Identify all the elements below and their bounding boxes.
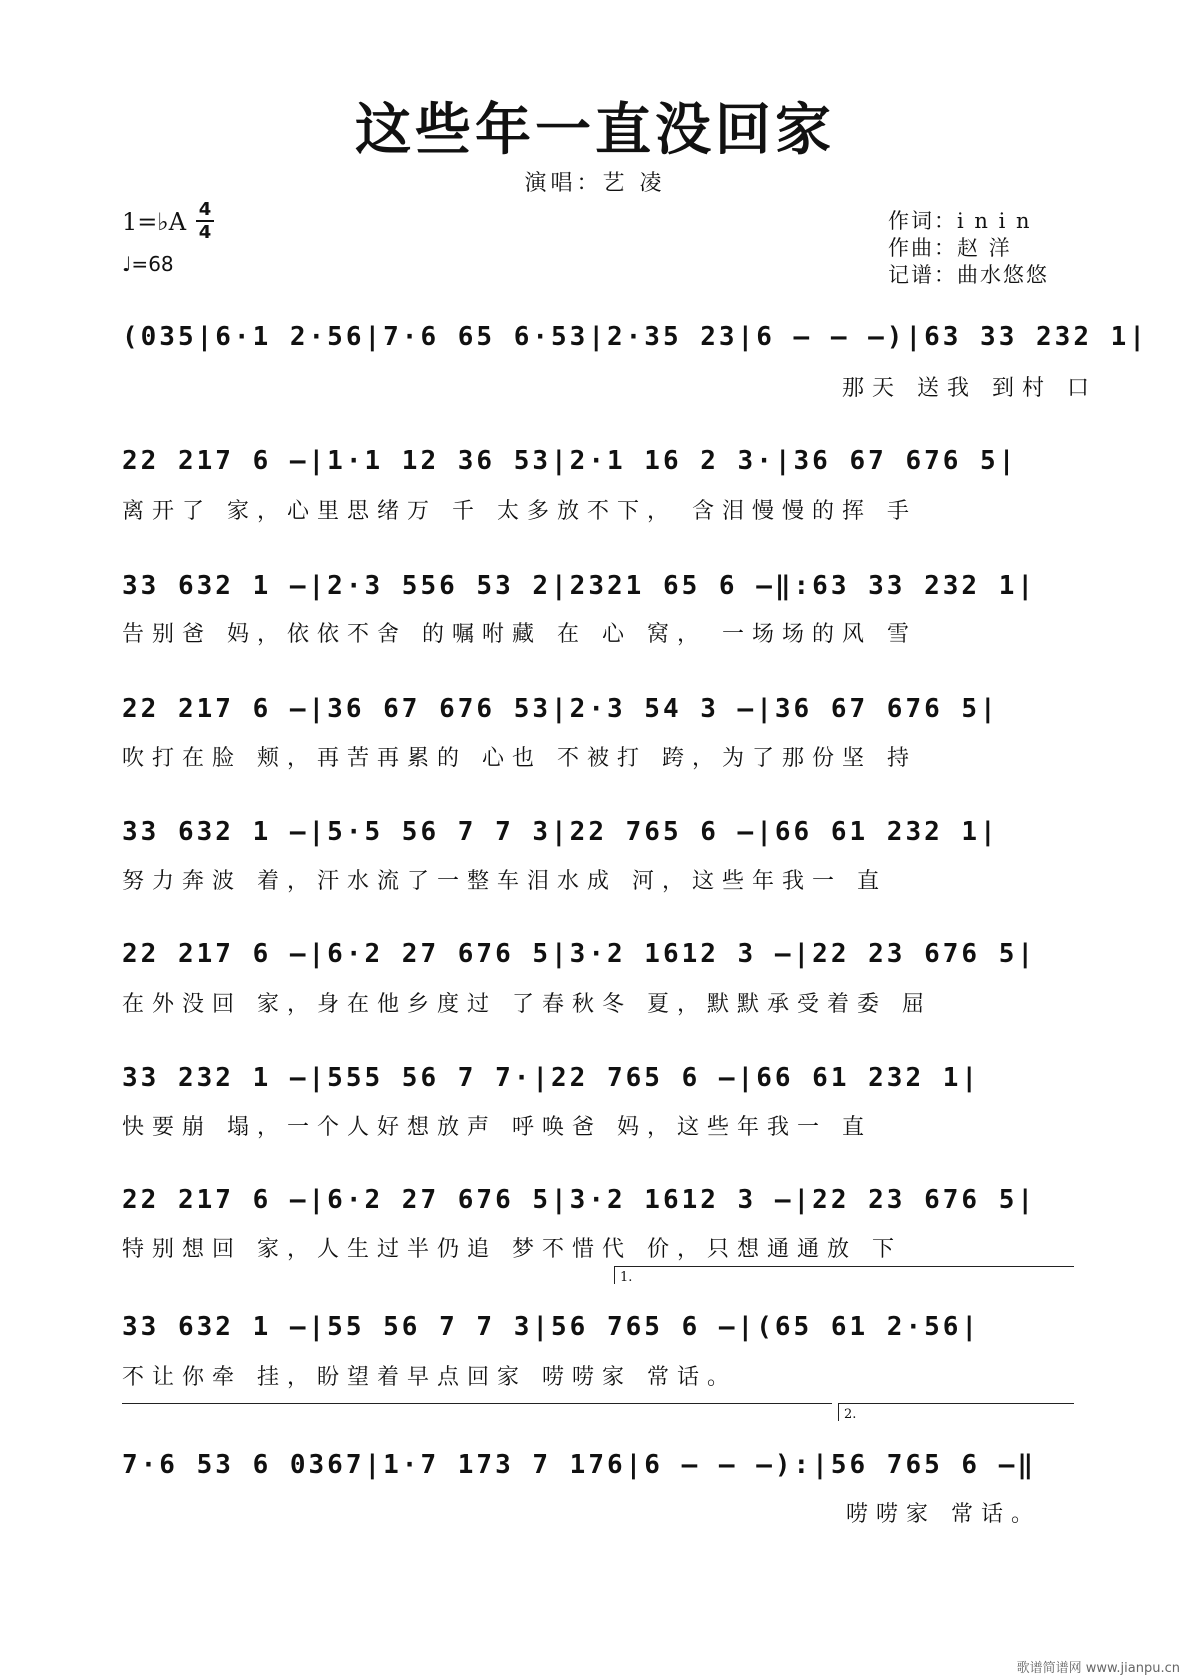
volta-1-line [614,1266,1074,1267]
lyrics-line-10: 唠唠家 常话。 [846,1502,1041,1527]
watermark: 歌谱简谱网 www.jianpu.cn [1016,1661,1180,1676]
credits [888,208,1049,289]
notation-line-8: 22 217 6 –|6·2 27 676 5|3·2 1612 3 –|22 23 676 5| [122,1185,1037,1215]
lyrics-line-1: 那天 送我 到村 口 [842,376,1097,401]
singer-credit: 演唱：艺 凌 [524,171,666,196]
tempo-marking: ♩=68 [122,252,174,276]
notation-line-3: 33 632 1 –|2·3 556 53 2|2321 65 6 –‖:63 33 232 1| [122,571,1037,601]
time-signature [196,200,214,242]
volta-1-label: 1. [620,1270,633,1285]
time-signature-top: 4 [198,199,212,220]
lyrics-line-7: 快要崩 塌，一个人好想放声 呼唤爸 妈，这些年我一 直 [122,1115,872,1140]
lyrics-line-6: 在外没回 家，身在他乡度过 了春秋冬 夏，默默承受着委 屈 [122,992,932,1017]
volta-1-bracket [614,1266,615,1284]
notation-line-6: 22 217 6 –|6·2 27 676 5|3·2 1612 3 –|22 23 676 5| [122,939,1037,969]
volta-1-continuation-line [122,1403,832,1404]
lyrics-line-9: 不让你牵 挂，盼望着早点回家 唠唠家 常话。 [122,1365,737,1390]
lyrics-line-3: 告别爸 妈，依依不舍 的嘱咐藏 在 心 窝， 一场场的风 雪 [122,622,917,647]
notation-line-1: (035|6·1 2·56|7·6 65 6·53|2·35 23|6 – – –)|63 33 232 1| [122,322,1148,352]
notation-line-2: 22 217 6 –|1·1 12 36 53|2·1 16 2 3·|36 67 676 5| [122,446,1018,476]
lyricist-credit: 作词：i n i n [888,209,1032,233]
volta-2-line [838,1403,1074,1404]
volta-2-label: 2. [844,1407,857,1422]
time-signature-bottom: 4 [198,222,212,243]
notation-line-9: 33 632 1 –|55 56 7 7 3|56 765 6 –|(65 61 2·56| [122,1312,981,1342]
key-signature: 1=♭A [122,208,187,236]
volta-2-bracket [838,1403,839,1421]
page-title: 这些年一直没回家 [355,97,835,163]
lyrics-line-4: 吹打在脸 颊，再苦再累的 心也 不被打 跨，为了那份坚 持 [122,746,917,771]
notation-line-4: 22 217 6 –|36 67 676 53|2·3 54 3 –|36 67 676 5| [122,694,999,724]
transcriber-credit: 记谱：曲水悠悠 [888,263,1049,287]
composer-credit: 作曲：赵 洋 [888,236,1012,260]
lyrics-line-2: 离开了 家，心里思绪万 千 太多放不下， 含泪慢慢的挥 手 [122,499,917,524]
notation-line-7: 33 232 1 –|555 56 7 7·|22 765 6 –|66 61 232 1| [122,1063,981,1093]
lyrics-line-5: 努力奔波 着，汗水流了一整车泪水成 河，这些年我一 直 [122,869,887,894]
notation-line-5: 33 632 1 –|5·5 56 7 7 3|22 765 6 –|66 61 232 1| [122,817,999,847]
lyrics-line-8: 特别想回 家，人生过半仍追 梦不惜代 价，只想通通放 下 [122,1237,902,1262]
notation-line-10: 7·6 53 6 0367|1·7 173 7 176|6 – – –):|56 765 6 –‖ [122,1450,1037,1480]
